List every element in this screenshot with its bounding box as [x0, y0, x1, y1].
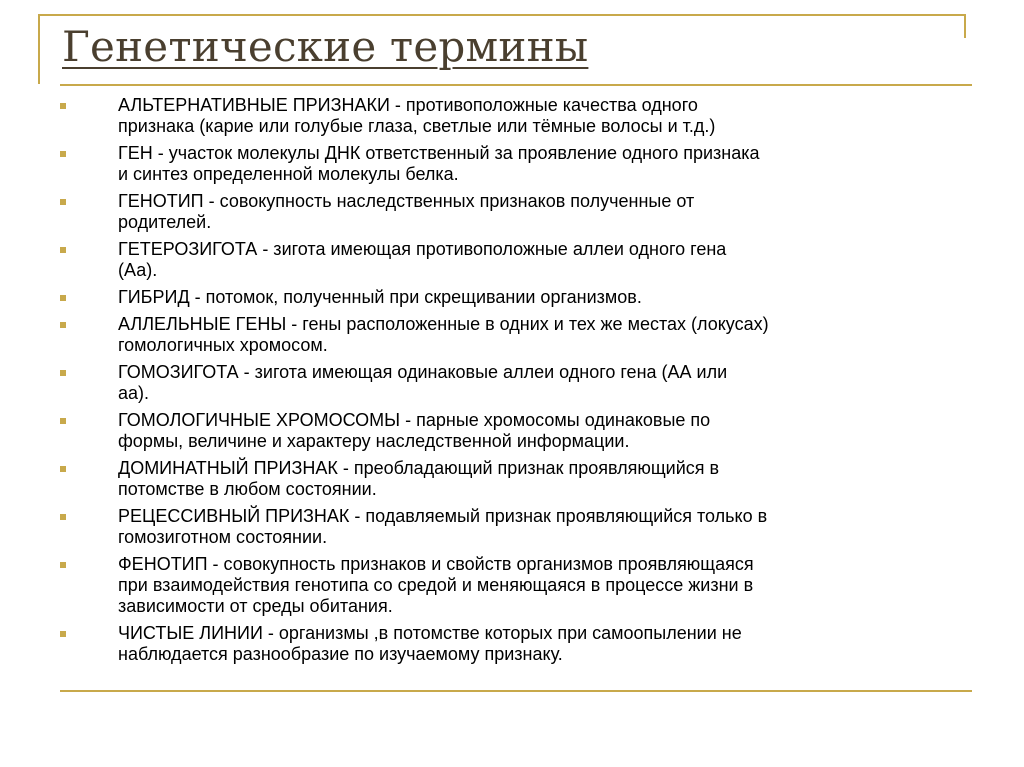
term-text: ДОМИНАТНЫЙ ПРИЗНАК - преобладающий признак проявляющийся в потомстве в любом состоянии. — [118, 458, 720, 499]
list-item — [52, 410, 952, 452]
slide-title: Генетические термины — [62, 22, 589, 71]
square-bullet-icon — [60, 466, 66, 472]
square-bullet-icon — [60, 562, 66, 568]
list-item — [52, 362, 952, 404]
list-item — [52, 314, 952, 356]
list-item — [52, 554, 952, 617]
list-item — [52, 506, 952, 548]
list-item — [52, 239, 952, 281]
square-bullet-icon — [60, 199, 66, 205]
list-item — [52, 458, 952, 500]
term-text: ГЕН - участок молекулы ДНК ответственный за проявление одного признака и синтез определенной молекулы белка. — [118, 143, 760, 184]
frame-line-top — [38, 14, 966, 16]
term-text: ГОМОЗИГОТА - зигота имеющая одинаковые аллеи одного гена (АА или аа). — [118, 362, 728, 403]
list-item — [52, 623, 952, 665]
term-text: ГИБРИД - потомок, полученный при скрещивании организмов. — [118, 287, 642, 307]
list-item — [52, 143, 952, 185]
square-bullet-icon — [60, 418, 66, 424]
square-bullet-icon — [60, 514, 66, 520]
term-text: АЛЬТЕРНАТИВНЫЕ ПРИЗНАКИ - противоположные качества одного признака (карие или голубые глаза, светлые или тёмные волосы и т.д.) — [118, 95, 716, 136]
square-bullet-icon — [60, 370, 66, 376]
square-bullet-icon — [60, 247, 66, 253]
square-bullet-icon — [60, 151, 66, 157]
square-bullet-icon — [60, 295, 66, 301]
list-item — [52, 191, 952, 233]
frame-line-right — [964, 14, 966, 38]
list-item — [52, 95, 952, 137]
term-text: ГЕТЕРОЗИГОТА - зигота имеющая противоположные аллеи одного гена (Аа). — [118, 239, 727, 280]
bottom-divider — [60, 690, 972, 692]
title-divider — [60, 84, 972, 86]
term-text: ГОМОЛОГИЧНЫЕ ХРОМОСОМЫ - парные хромосомы одинаковые по формы, величине и характеру наследственной информации. — [118, 410, 711, 451]
square-bullet-icon — [60, 103, 66, 109]
list-item — [52, 287, 952, 308]
frame-line-left — [38, 14, 40, 84]
term-text: ЧИСТЫЕ ЛИНИИ - организмы ,в потомстве которых при самоопылении не наблюдается разнообразие по изучаемому признаку. — [118, 623, 742, 664]
term-text: ГЕНОТИП - совокупность наследственных признаков полученные от родителей. — [118, 191, 695, 232]
square-bullet-icon — [60, 322, 66, 328]
square-bullet-icon — [60, 631, 66, 637]
term-text: РЕЦЕССИВНЫЙ ПРИЗНАК - подавляемый признак проявляющийся только в гомозиготном состоянии. — [118, 506, 768, 547]
terms-list — [52, 95, 952, 671]
term-text: АЛЛЕЛЬНЫЕ ГЕНЫ - гены расположенные в одних и тех же местах (локусах) гомологичных хромосом. — [118, 314, 769, 355]
term-text: ФЕНОТИП - совокупность признаков и свойств организмов проявляющаяся при взаимодействия генотипа со средой и меняющаяся в процессе жизни в зависимости от среды обитания. — [118, 554, 754, 616]
